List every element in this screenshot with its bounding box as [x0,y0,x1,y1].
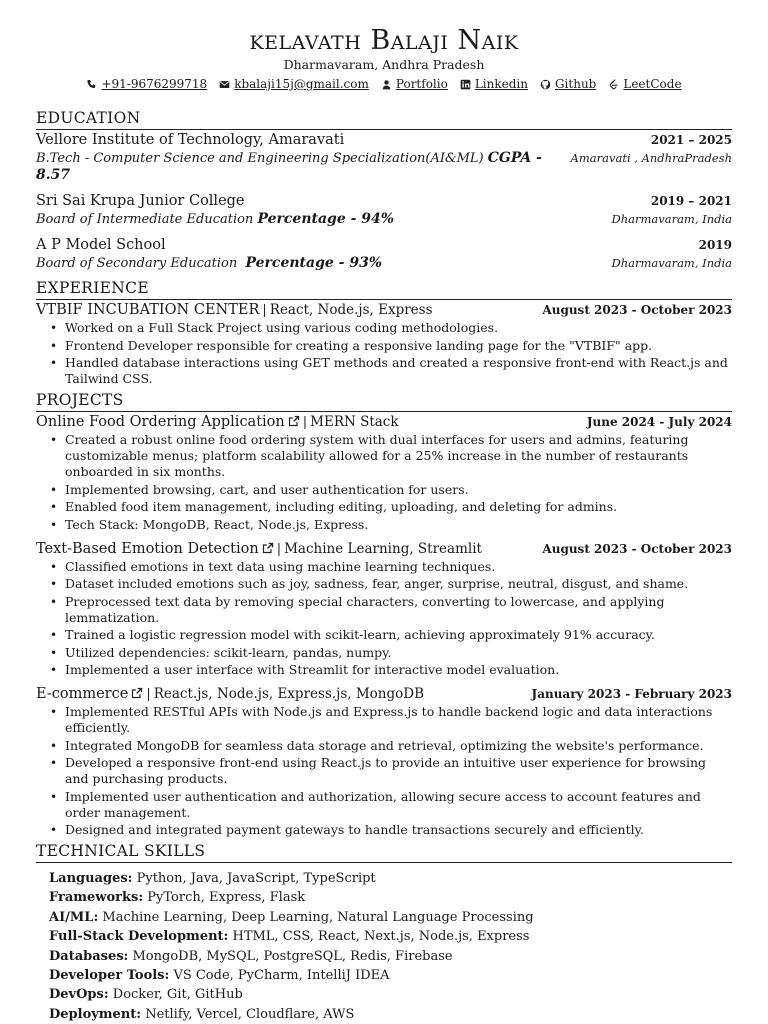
project-stack: MERN Stack [310,414,399,430]
school-name: A P Model School [36,237,166,253]
degree-metric: Percentage - 93% [245,255,383,271]
skill-label: Languages: [49,871,133,886]
email-link[interactable]: kbalaji15j@gmail.com [234,77,369,91]
leetcode-icon [608,79,619,90]
project-stack: Machine Learning, Streamlit [284,540,482,557]
experience-stack: React, Node.js, Express [269,302,433,318]
degree-text: Board of Intermediate Education [36,212,254,227]
list-item: • Integrated MongoDB for seamless data storage and retrieval, optimizing the website's performance. [48,738,732,754]
education-place: Amaravati , AndhraPradesh [570,151,732,165]
list-item: • Created a robust online food ordering system with dual interfaces for users and admins, featuring customizable menus; platform scalability allowed for a 25% increase in the number of restaurants onboarded in six months. [48,432,732,480]
school-name: Vellore Institute of Technology, Amaravati [36,132,345,148]
portfolio-link[interactable]: Portfolio [395,77,448,91]
leetcode-link[interactable]: LeetCode [623,77,682,91]
skill-label: DevOps: [49,987,109,1003]
skill-value: Netlify, Vercel, Cloudflare, AWS [145,1006,355,1022]
degree-metric: CGPA - 8.57 [36,150,542,183]
project-name: Online Food Ordering Application [36,414,285,430]
linkedin-icon [460,79,471,90]
list-item: • Implemented a user interface with Streamlit for interactive model evaluation. [48,662,732,678]
skill-row [49,908,732,927]
education-entry [36,131,732,184]
project-bullets [48,559,732,679]
phone-link[interactable]: +91-9676299718 [101,77,208,91]
candidate-location: Dharmavaram, Andhra Pradesh [283,57,485,72]
contact-portfolio[interactable] [381,76,448,92]
list-item: • Implemented browsing, cart, and user authentication for users. [48,482,732,498]
skill-row [49,888,732,907]
project-bullets [48,432,732,533]
education-dates: 2019 [698,238,732,252]
project-dates: June 2024 - July 2024 [586,415,732,429]
education-dates: 2021 – 2025 [650,133,732,147]
contact-linkedin[interactable] [460,76,528,92]
skill-value: PyTorch, Express, Flask [147,890,306,906]
experience-entry [36,301,732,387]
education-dates: 2019 – 2021 [650,194,732,208]
project-title [36,685,424,704]
skill-label: Full-Stack Development: [49,929,229,945]
contact-github[interactable] [540,76,596,92]
github-link[interactable]: Github [554,77,597,91]
education-place: Dharmavaram, India [611,212,732,226]
list-item: • Preprocessed text data by removing special characters, converting to lowercase, and applying lemmatization. [48,594,732,626]
experience-org: VTBIF INCUBATION CENTER [36,302,260,318]
external-link-icon[interactable] [262,542,274,554]
skill-label: Frameworks: [49,890,144,906]
project-name: E-commerce [36,686,129,702]
skill-label: Developer Tools: [49,968,170,984]
skill-row [49,966,732,985]
skill-row [49,927,732,946]
linkedin-link[interactable]: Linkedin [474,77,528,91]
education-place: Dharmavaram, India [611,256,732,270]
skills-list [49,869,732,1024]
project-title [36,540,482,559]
skill-label: Deployment: [49,1006,142,1022]
skill-value: Python, Java, JavaScript, TypeScript [136,871,376,886]
skill-row [49,869,732,888]
degree-line [36,150,571,184]
degree-line [36,211,394,228]
degree-text: B.Tech - Computer Science and Engineering Specialization(AI&ML) [36,151,484,166]
skill-value: HTML, CSS, React, Next.js, Node.js, Express [232,929,530,945]
separator: | [276,541,282,557]
phone-icon [86,79,97,90]
skill-label: Databases: [49,948,129,964]
list-item: • Classified emotions in text data using machine learning techniques. [48,559,732,575]
experience-title [36,301,433,320]
experience-heading: EXPERIENCE [36,278,732,300]
contact-email[interactable] [219,76,369,92]
separator: | [146,687,151,702]
list-item: • Enabled food item management, including editing, uploading, and deleting for admins. [48,499,732,515]
contact-phone[interactable] [86,76,207,92]
project-stack: React.js, Node.js, Express.js, MongoDB [153,686,425,702]
experience-bullets [48,320,732,387]
list-item: • Tech Stack: MongoDB, React, Node.js, Express. [48,517,732,533]
external-link-icon[interactable] [131,687,143,699]
list-item: • Implemented user authentication and authorization, allowing secure access to account features and order management. [48,789,732,821]
experience-dates: August 2023 - October 2023 [542,303,732,317]
list-item: • Dataset included emotions such as joy, sadness, fear, anger, surprise, neutral, disgust, and shame. [48,576,732,592]
resume-page [36,26,732,1024]
project-dates: January 2023 - February 2023 [531,687,732,701]
degree-line [36,255,382,272]
contact-bar [36,76,732,92]
skill-value: MongoDB, MySQL, PostgreSQL, Redis, Firebase [132,948,453,964]
separator: | [302,415,308,430]
email-icon [219,79,230,90]
project-entry [36,685,732,838]
github-icon [540,79,551,90]
list-item: • Utilized dependencies: scikit-learn, pandas, numpy. [48,645,732,661]
separator: | [262,303,267,318]
candidate-name: kelavath Balaji Naik [249,25,519,56]
school-name: Sri Sai Krupa Junior College [36,193,245,209]
education-entry [36,236,732,272]
project-dates: August 2023 - October 2023 [542,541,732,556]
skill-row [49,1005,732,1024]
project-title [36,413,399,432]
list-item: • Handled database interactions using GET methods and created a responsive front-end with React.js and Tailwind CSS. [48,355,732,387]
degree-text: Board of Secondary Education [36,256,238,271]
list-item: • Frontend Developer responsible for creating a responsive landing page for the "VTBIF" app. [48,338,732,354]
education-heading: EDUCATION [36,108,732,130]
skills-heading: TECHNICAL SKILLS [36,841,732,863]
skill-label: AI/ML: [49,909,99,925]
skill-row [49,985,732,1004]
skill-value: VS Code, PyCharm, IntelliJ IDEA [173,968,390,984]
skill-row [49,947,732,966]
list-item: • Worked on a Full Stack Project using various coding methodologies. [48,320,732,336]
list-item: • Designed and integrated payment gateways to handle transactions securely and efficiently. [48,822,732,838]
project-entry [36,413,732,533]
person-icon [381,79,392,90]
project-bullets [48,704,732,838]
degree-metric: Percentage - 94% [257,211,395,227]
education-entry [36,192,732,228]
skill-value: Docker, Git, GitHub [112,987,243,1003]
list-item: • Developed a responsive front-end using React.js to provide an intuitive user experience for browsing and purchasing products. [48,755,732,787]
list-item: • Trained a logistic regression model with scikit-learn, achieving approximately 91% accuracy. [48,627,732,643]
projects-heading: PROJECTS [36,390,732,412]
project-entry [36,540,732,679]
contact-leetcode[interactable] [608,76,681,92]
list-item: • Implemented RESTful APIs with Node.js and Express.js to handle backend logic and data interactions efficiently. [48,704,732,736]
project-name: Text-Based Emotion Detection [36,540,259,557]
skill-value: Machine Learning, Deep Learning, Natural Language Processing [102,909,534,925]
external-link-icon[interactable] [288,415,300,427]
